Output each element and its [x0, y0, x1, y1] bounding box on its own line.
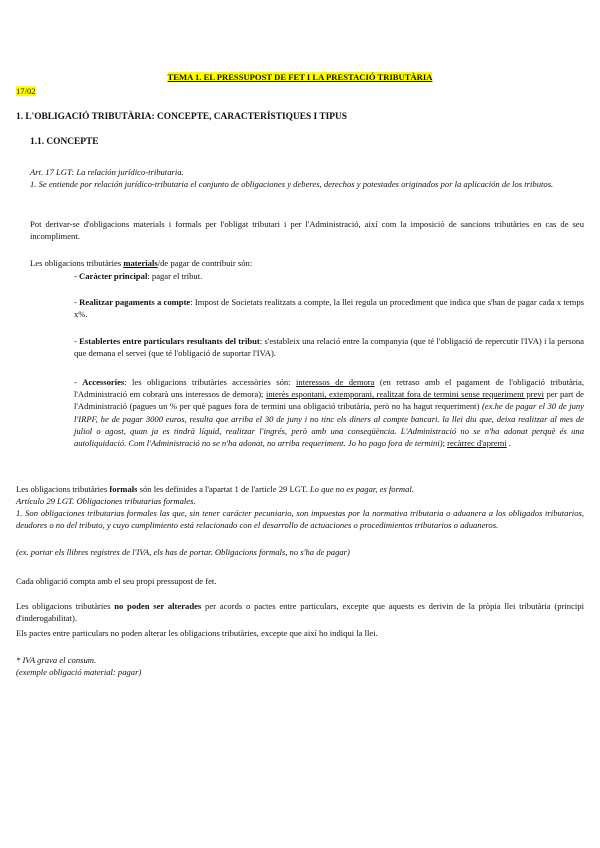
- bullet-accessories-t5: .: [506, 438, 511, 449]
- alterades-bold: no poden ser alterades: [114, 601, 202, 611]
- bullet-accessories-u2: interès espontani, extemporani, realitzat fora de termini sense requeriment previ: [265, 389, 544, 400]
- paragraph-derivar: Pot derivar-se d'obligacions materials i formals per l'obligat tributari i per l'Administració, així com la imposició de sancions tributàries en cas de seu incompliment.: [30, 219, 584, 242]
- bullet-accessories-t2: (en retraso amb el pagament de l'obligació tributària, l'Administració em cobrarà uns interessos de demora);: [74, 377, 584, 400]
- bullet-accessories-t1: : les obligacions tributàries accessòries són:: [124, 377, 296, 387]
- bullet-accessories-t3: per part de l'Administració (pagues un % per què pagues fora de termini una obligació tributària, però no ha hagut requeriment): [74, 389, 584, 412]
- alterades-line2: Els pactes entre particulars no poden alterar les obligacions tributàries, excepte que així ho indiqui la llei.: [16, 628, 378, 638]
- document-title: TEMA 1. EL PRESSUPOST DE FET I LA PRESTACIÓ TRIBUTÀRIA: [167, 72, 433, 82]
- bullet-accessories: - Accessories: les obligacions tributàries accessòries són: interessos de demora (en retraso amb el pagament de l'obligació tributària, l'Administració em cobrarà uns interessos de demora); interès espontani, extemporani, realitzat fora de termini sense requeriment previ per part de l'Administració (pagues un % per què pagues fora de termini una obligació tributària, però no ha hagut requeriment) (ex.he de pagar el 30 de juny l'IRPF, he de pagar 3000 euros, resulta que arriba el 30 de juny i no tinc els diners al compte bancari. la llei diu que, deixa realitzar al mes de juliol o agost, quan ja es tindrà líquid, realitzar l'ingrés, però amb una conseqüència. L'Administració no se n'ha adonat perquè és una autoliquidació. Com l'Administració no se n'ha adonat, no arriba requeriment. Jo ho pago fora de termini); recàrrec d'apremi .: [74, 377, 584, 449]
- bullet-pagaments-text: : Impost de Societats realitzats a compte, la llei regula un procediment que indica que s'han de pagar cada x temps x%.: [74, 297, 585, 320]
- materials-intro-pre: Les obligacions tributàries: [30, 258, 124, 268]
- date-wrap: [16, 85, 584, 97]
- bullet-pagaments-label: Realitzar pagaments a compte: [79, 297, 191, 307]
- date-label: 17/02: [16, 86, 36, 96]
- bullet-principal: - Caràcter principal: pagar el tribut.: [74, 271, 203, 281]
- bullet-particulars-text: : s'estableix una relació entre la companyia (que té l'obligació de repercutir l'IVA) i la persona que demana el servei (que té l'obligació de suportar l'IVA).: [74, 336, 584, 359]
- bullet-accessories-u1: interessos de demora: [295, 377, 375, 387]
- art17-title: Art. 17 LGT: La relación jurídico-tributaria.: [30, 167, 184, 177]
- art17-text: 1. Se entiende por relación jurídico-tributaria el conjunto de obligaciones y deberes, derechos y potestades originados por la aplicación de los tributos.: [30, 179, 554, 189]
- bullet-particulars: - Establertes entre particulars resultants del tribut: s'estableix una relació entre la companyia (que té l'obligació de repercutir l'IVA) i la persona que demana el servei (que té l'obligació de suportar l'IVA).: [74, 336, 584, 359]
- materials-intro: [30, 257, 584, 269]
- art29-text: 1. Son obligaciones tributarias formales las que, sin tener carácter pecuniario, son impuestas por la normativa tributaria o aduanera a los obligados tributarios, deudores o no del tributo, y cuyo cumplimiento está relacionado con el desarrollo de actuaciones o procedimientos tributarios o aduaneros.: [16, 508, 584, 531]
- note-example: (exemple obligació material: pagar): [16, 667, 142, 677]
- art29-title: Artículo 29 LGT. Obligaciones tributarias formales.: [16, 496, 196, 506]
- cada-obligacio: Cada obligació compta amb el seu propi pressupost de fet.: [16, 576, 217, 586]
- note-iva: * IVA grava el consum.: [16, 655, 97, 665]
- bullet-accessories-example: (ex.he de pagar el 30 de juny l'IRPF, he de pagar 3000 euros, resulta que arriba el 30 de juny i no tinc els diners al compte bancari. la llei diu que, deixa realitzar al mes de juliol o agost, quan ja es tindrà líquid, realitzar l'ingrés, però amb una conseqüència. L'Administració no se n'ha adonat perquè és una autoliquidació. Com l'Administració no se n'ha adonat, no arriba requeriment. Jo ho pago fora de termini): [74, 401, 584, 449]
- formals-mid: són les definides a l'apartat 1 de l'article 29 LGT.: [137, 484, 310, 494]
- bullet-accessories-label: Accessories: [82, 377, 125, 387]
- formals-bold: formals: [109, 484, 138, 494]
- section-heading-1-1: 1.1. CONCEPTE: [30, 137, 99, 147]
- materials-intro-post: /de pagar de contribuir són:: [157, 258, 253, 268]
- bullet-principal-text: : pagar el tribut.: [147, 271, 203, 281]
- bullet-particulars-label: Establertes entre particulars resultants del tribut: [79, 336, 260, 346]
- bullet-principal-label: Caràcter principal: [79, 271, 148, 281]
- alterades-paragraph: [16, 600, 584, 624]
- formals-pre: Les obligacions tributàries: [16, 484, 110, 494]
- bullet-pagaments: - Realitzar pagaments a compte: Impost de Societats realitzats a compte, la llei regula un procediment que indica que s'han de pagar cada x temps x%.: [74, 297, 585, 320]
- bullet-accessories-t4: ;: [442, 438, 448, 449]
- formals-ital: Lo que no es pagar, es formal.: [309, 484, 414, 494]
- section-heading-1: 1. L'OBLIGACIÓ TRIBUTÀRIA: CONCEPTE, CARACTERÍSTIQUES I TIPUS: [16, 112, 347, 122]
- example-iva: (ex. portar els llibres registres de l'IVA, els has de portar. Obligacions formals, no s'ha de pagar): [16, 547, 350, 557]
- alterades-pre: Les obligacions tributàries: [16, 601, 115, 611]
- alterades-post: per acords o pactes entre particulars, excepte que aquests es derivin de la pròpia llei tributària (principi d'inderogabilitat).: [16, 601, 584, 624]
- bullet-accessories-u3: recàrrec d'apremi: [447, 438, 507, 449]
- materials-intro-bold: materials: [123, 258, 158, 268]
- document-title-wrap: [16, 71, 584, 83]
- formals-intro: [16, 483, 584, 495]
